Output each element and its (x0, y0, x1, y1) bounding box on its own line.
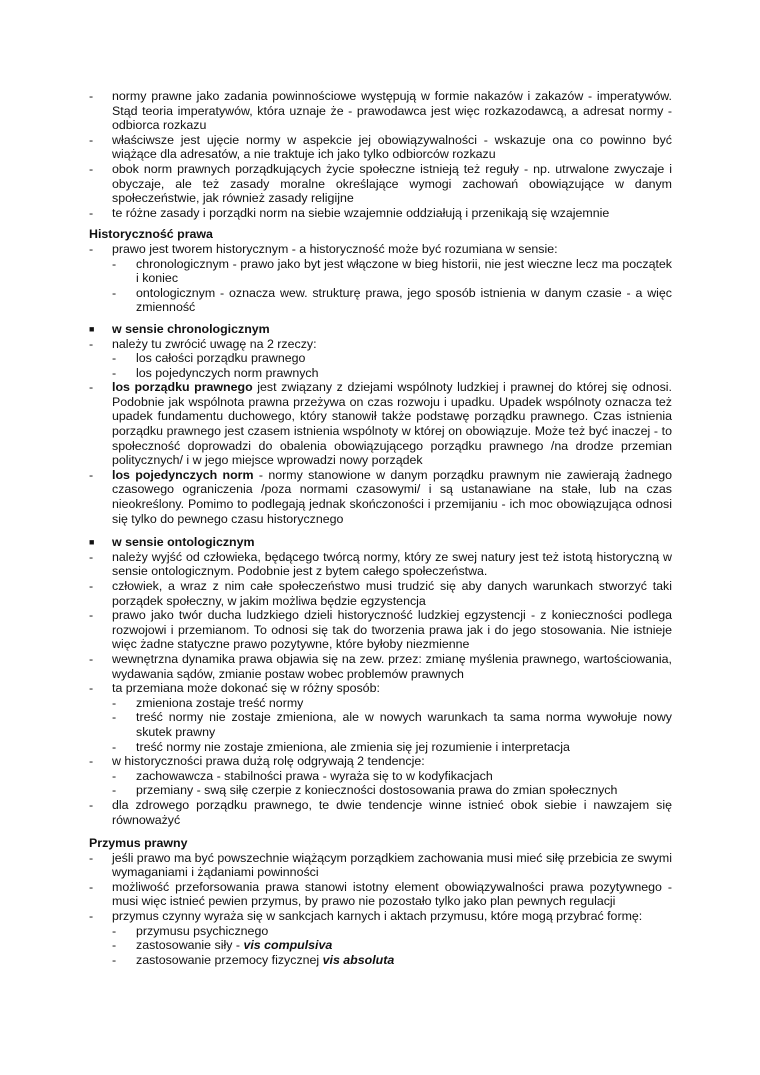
dash-marker: - (112, 256, 117, 271)
dash-marker: - (89, 336, 94, 351)
dash-marker: - (89, 797, 94, 812)
list-item-text (136, 938, 672, 953)
section-heading-historycznosc: Historyczność prawa (89, 227, 213, 242)
document-page (89, 89, 672, 967)
list-item (89, 798, 672, 827)
dash-marker: - (112, 923, 117, 938)
list-item (89, 652, 672, 681)
list-item (89, 89, 672, 133)
list-item-text: zachowawcza - stabilności prawa - wyraża się to w kodyfikacjach (136, 768, 493, 783)
dash-marker: - (112, 695, 117, 710)
list-item-text: jeśli prawo ma być powszechnie wiążącym porządkiem zachowania musi mieć siłę przebicia ze swymi wymaganiami i żądaniami powinności (112, 850, 672, 880)
list-item-text: chronologicznym - prawo jako byt jest włączone w bieg historii, nie jest wieczne lecz ma początek i koniec (136, 256, 672, 286)
list-item (89, 754, 672, 769)
dash-marker: - (89, 132, 94, 147)
sub-list-item (112, 696, 672, 711)
list-item (89, 468, 672, 526)
list-item (89, 909, 672, 924)
dash-marker: - (112, 710, 117, 725)
square-bullet-icon: ■ (89, 537, 95, 548)
list-item-text: wewnętrzna dynamika prawa objawia się na zew. przez: zmianę myślenia prawnego, wartościowania, wydawania sądów, zmianie postaw wobec problemów prawnych (112, 651, 672, 681)
bullet-heading-chronologicznym (89, 322, 672, 337)
sub-list-item (112, 351, 672, 366)
list-item (89, 608, 672, 652)
list-item (89, 550, 672, 579)
section-heading-przymus: Przymus prawny (89, 836, 188, 851)
list-item-text (136, 953, 672, 968)
dash-marker: - (89, 467, 94, 482)
list-item (89, 579, 672, 608)
list-item-text: przymusu psychicznego (136, 923, 269, 938)
dash-marker: - (112, 768, 117, 783)
list-item (89, 380, 672, 468)
sub-list-item (112, 769, 672, 784)
bullet-heading-ontologicznym (89, 535, 672, 550)
sub-list-item (112, 286, 672, 315)
list-item (89, 206, 672, 221)
dash-marker: - (112, 938, 117, 953)
dash-marker: - (89, 241, 94, 256)
list-item-text: możliwość przeforsowania prawa stanowi istotny element obowiązywalności prawa pozytywnego - musi więc istnieć pewien przymus, by prawo nie pozostało tylko jako plan pewnych regulacji (112, 879, 672, 909)
list-item (89, 337, 672, 352)
sub-list-item (112, 924, 672, 939)
list-item (89, 133, 672, 162)
sub-list-item (112, 366, 672, 381)
list-item-text: ontologicznym - oznacza wew. strukturę prawa, jego sposób istnienia w danym czasie - a więc zmienność (136, 285, 672, 315)
bold-term: los pojedynczych norm (112, 467, 254, 482)
dash-marker: - (89, 850, 94, 865)
list-item (89, 851, 672, 880)
bullet-heading-text: w sensie ontologicznym (112, 535, 255, 550)
dash-marker: - (89, 205, 94, 220)
list-item-text: prawo jest tworem historycznym - a historyczność może być rozumiana w sensie: (112, 241, 558, 256)
list-item-text: w historyczności prawa dużą rolę odgrywają 2 tendencje: (112, 754, 425, 769)
sub-list-item (112, 938, 672, 953)
latin-term: vis absoluta (322, 952, 395, 967)
list-item (89, 162, 672, 206)
dash-marker: - (112, 783, 117, 798)
list-item-text: treść normy nie zostaje zmieniona, ale w nowych warunkach ta sama norma wywołuje nowy skutek prawny (136, 710, 672, 739)
sub-list-item (112, 710, 672, 739)
list-item-text: los pojedynczych norm prawnych (136, 365, 319, 380)
list-item (89, 880, 672, 909)
list-item-text: te różne zasady i porządki norm na siebie wzajemnie oddziałują i przenikają się wzajemnie (112, 205, 610, 220)
list-item-text: dla zdrowego porządku prawnego, te dwie tendencje winne istnieć obok siebie i nawzajem się równoważyć (112, 797, 672, 827)
list-item-text: treść normy nie zostaje zmieniona, ale zmienia się jej rozumienie i interpretacja (136, 739, 570, 754)
dash-marker: - (89, 549, 94, 564)
dash-marker: - (89, 89, 94, 103)
bold-term: los porządku prawnego (112, 380, 253, 395)
dash-marker: - (89, 608, 94, 623)
dash-marker: - (89, 909, 94, 924)
list-item-text: właściwsze jest ujęcie normy w aspekcie jej obowiązywalności - wskazuje ona co powinno być wiążące dla adresatów, a nie traktuje ich jako tylko odbiorców rozkazu (112, 132, 672, 162)
list-item-text: obok norm prawnych porządkujących życie społeczne istnieją też reguły - np. utrwalone zwyczaje i obyczaje, ale też zasady moralne określające wymogi zachowań obowiązujące w danym społeczeństwie, jak również zasady religijne (112, 161, 672, 206)
dash-marker: - (89, 579, 94, 593)
sub-list-item (112, 740, 672, 755)
sub-list-item (112, 257, 672, 286)
list-item-text (112, 380, 672, 468)
dash-marker: - (89, 651, 94, 666)
latin-term: vis compulsiva (243, 938, 333, 953)
list-item-text: ta przemiana może dokonać się w różny sposób: (112, 681, 380, 696)
dash-marker: - (89, 754, 94, 769)
list-item-text: przemiany - swą siłę czerpie z konieczności dostosowania prawa do zmian społecznych (136, 783, 618, 798)
list-item-text: człowiek, a wraz z nim całe społeczeństwo musi trudzić się aby danych warunkach stworzyć taki porządek społeczny, w jakim możliwa będzie egzystencja (112, 579, 672, 608)
dash-marker: - (112, 952, 117, 967)
item-text: zastosowanie siły - (136, 938, 244, 953)
item-text: zastosowanie przemocy fizycznej (136, 952, 323, 967)
dash-marker: - (112, 739, 117, 754)
list-item-text: przymus czynny wyraża się w sankcjach karnych i aktach przymusu, które mogą przybrać formę: (112, 909, 643, 924)
dash-marker: - (112, 365, 117, 380)
dash-marker: - (89, 879, 94, 894)
dash-marker: - (89, 380, 94, 395)
list-item-text: prawo jako twór ducha ludzkiego dzieli historyczność ludzkiej egzystencji - z konieczności podlega rozwojowi i przemianom. To odnosi się tak do tworzenia prawa jak i do jego stosowania. Nie istnieje więc żadne statyczne prawo pozytywne, które byłoby niezmienne (112, 608, 672, 652)
item-rest-text: jest związany z dziejami wspólnoty ludzkiej i prawnej do której się odnosi. Podobnie jak wspólnota prawna przeżywa on czas rozwoju i upadku. Upadek wspólnoty oznacza też upadek fundamentu duchowego, który stanowił także podstawę porządku prawnego. Czas istnienia porządku prawnego jest czasem istnienia wspólnoty w której on obowiązuje. Może też być inaczej - to społeczność doprowadzi do obalenia obowiązującego porządku prawnego /na drodze przemian politycznych/ i w jego miejsce wprowadzi nowy porządek (112, 380, 672, 468)
list-item (89, 242, 672, 257)
sub-list-item (112, 783, 672, 798)
list-item (89, 681, 672, 696)
list-item-text (112, 468, 672, 526)
square-bullet-icon: ■ (89, 323, 95, 334)
dash-marker: - (89, 161, 94, 176)
list-item-text: normy prawne jako zadania powinnościowe występują w formie nakazów i zakazów - imperatywów. Stąd teoria imperatywów, która uznaje że - prawodawca jest więc rozkazodawcą, a adresat normy - odbiorca rozkazu (112, 89, 672, 133)
dash-marker: - (112, 285, 117, 300)
list-item-text: należy tu zwrócić uwagę na 2 rzeczy: (112, 336, 317, 351)
dash-marker: - (112, 351, 117, 366)
item-rest-text: - normy stanowione w danym porządku prawnym nie zawierają żadnego czasowego ograniczenia /poza normami czasowymi/ i są ustanawiane na stałe, lub na czas nieokreślony. Pomimo to podlegają jednak skończoności i przemijaniu - ich moc obowiązująca odnosi się tylko do pewnego czasu historycznego (112, 467, 673, 526)
list-item-text: los całości porządku prawnego (136, 351, 306, 366)
bullet-heading-text: w sensie chronologicznym (112, 321, 270, 336)
dash-marker: - (89, 681, 94, 696)
list-item-text: należy wyjść od człowieka, będącego twórcą normy, który ze swej natury jest też istotą historyczną w sensie ontologicznym. Podobnie jest z bytem całego społeczeństwa. (112, 549, 672, 579)
list-item-text: zmieniona zostaje treść normy (136, 695, 304, 710)
sub-list-item (112, 953, 672, 968)
